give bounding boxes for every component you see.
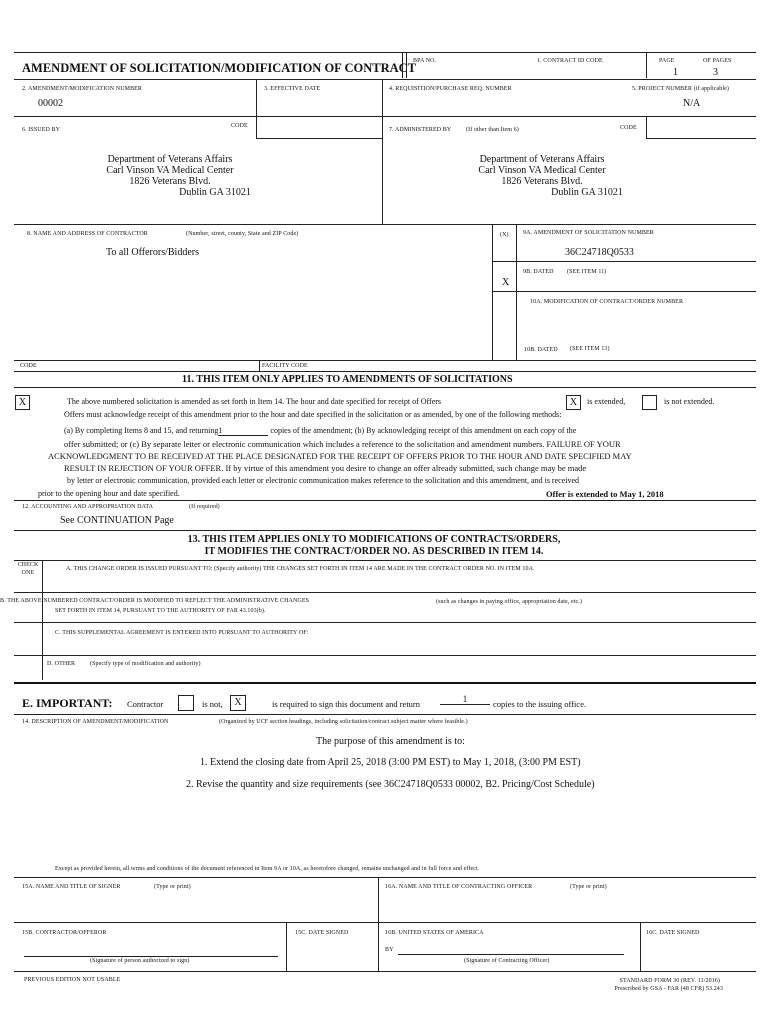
copies-count: 1 — [218, 426, 268, 436]
admin-address-line: Department of Veterans Affairs — [479, 154, 605, 165]
administered-address — [412, 154, 672, 198]
standard-form-label: STANDARD FORM 30 (REV. 11/2016) — [619, 978, 720, 984]
return-copies: 1 — [440, 694, 490, 705]
item-13-heading — [14, 534, 734, 558]
contract-id-label: 1. CONTRACT ID CODE — [537, 58, 603, 64]
item-11-line-3a-text: (a) By completing Items 8 and 15, and returning — [64, 426, 219, 435]
signer-name-note: (Type or print) — [154, 884, 191, 890]
item-11-line-8: prior to the opening hour and date specified. — [38, 489, 180, 498]
issued-code-label: CODE — [231, 123, 248, 129]
administered-by-label: 7. ADMINISTERED BY — [389, 127, 452, 133]
contractor-note: (Number, street, county, State and ZIP Code) — [186, 231, 299, 237]
project-number-value: N/A — [683, 98, 701, 109]
admin-address-line: Carl Vinson VA Medical Center — [478, 165, 606, 176]
item-11-line-3b-text: copies of the amendment; (b) By acknowledging receipt of this amendment on each copy of the — [270, 426, 577, 435]
issued-address-line: Carl Vinson VA Medical Center — [106, 165, 234, 176]
form-title: AMENDMENT OF SOLICITATION/MODIFICATION OF CONTRACT — [22, 61, 417, 75]
item-11-line-3a — [64, 426, 576, 436]
page-number: 1 — [673, 67, 678, 78]
item-13d-note: (Specify type of modification and authority) — [90, 661, 201, 667]
date-signed-16c-label: 16C. DATE SIGNED — [646, 930, 700, 936]
contracting-officer-label: 16A. NAME AND TITLE OF CONTRACTING OFFICER — [385, 884, 533, 890]
item-9-x-mark: X — [502, 277, 510, 288]
is-not-checkbox[interactable]: X — [230, 695, 246, 711]
item-9a-value: 36C24718Q0533 — [565, 247, 634, 258]
item-13-heading-2: IT MODIFIES THE CONTRACT/ORDER NO. AS DESCRIBED IN ITEM 14. — [204, 546, 544, 557]
not-extended-label: is not extended. — [664, 397, 715, 406]
amendment-number-value: 00002 — [38, 98, 63, 109]
project-number-label: 5. PROJECT NUMBER (if applicable) — [632, 86, 730, 92]
important-label: E. IMPORTANT: — [22, 696, 113, 710]
item-9b-label: 9B. DATED — [523, 269, 554, 275]
signer-name-label: 15A. NAME AND TITLE OF SIGNER — [22, 884, 121, 890]
item-12-label: 12. ACCOUNTING AND APPROPRIATION DATA — [22, 504, 154, 510]
issued-address-line: 1826 Veterans Blvd. — [129, 176, 211, 187]
item-13a-text: A. THIS CHANGE ORDER IS ISSUED PURSUANT TO: (Specify authority) THE CHANGES SET FORTH IN ITEM 14 ARE MADE IN THE CONTRACT ORDER NO. IN ITEM 10A. — [66, 566, 535, 572]
contractor-label: 8. NAME AND ADDRESS OF CONTRACTOR — [27, 231, 148, 237]
bpa-label: BPA NO. — [413, 58, 437, 64]
amendment-point-2: 2. Revise the quantity and size requirements (see 36C24718Q0533 00002, B2. Pricing/Cost Schedule) — [186, 779, 595, 790]
required-text: is required to sign this document and return — [272, 699, 421, 709]
item-11-line-4: offer submitted; or (c) By separate letter or electronic communication which includes a reference to the solicitation and amendment numbers. FAILURE OF YOUR — [64, 439, 621, 449]
copies-text: copies to the issuing office. — [493, 699, 587, 709]
of-pages-label: OF PAGES — [703, 58, 732, 64]
offer-extended-note: Offer is extended to May 1, 2018 — [546, 489, 664, 499]
extended-checkbox[interactable]: X — [566, 395, 581, 410]
contracting-officer-note: (Type or print) — [570, 884, 607, 890]
not-extended-checkbox[interactable] — [642, 395, 657, 410]
item-13-heading-1: 13. THIS ITEM APPLIES ONLY TO MODIFICATIONS OF CONTRACTS/ORDERS, — [187, 534, 561, 545]
administered-note: (If other than Item 6) — [466, 127, 519, 133]
item-11-checkbox[interactable]: X — [15, 395, 30, 410]
issued-address-line: Dublin GA 31021 — [179, 187, 251, 198]
page-label: PAGE — [659, 58, 675, 64]
contractor-value: To all Offerors/Bidders — [106, 247, 199, 258]
check-one-label: CHECK ONE — [17, 562, 39, 576]
amendment-number-label: 2. AMENDMENT/MODIFICATION NUMBER — [22, 86, 143, 92]
administered-code-label: CODE — [620, 125, 637, 131]
issued-by-label: 6. ISSUED BY — [22, 127, 61, 133]
except-text: Except as provided herein, all terms and conditions of the document referenced in Item 9A or 10A, as heretofore changed, remains unchanged and in full force and effect. — [55, 866, 480, 872]
contractor-offeror-label: 15B. CONTRACTOR/OFFEROR — [22, 930, 107, 936]
item-13d-text: D. OTHER — [47, 661, 76, 667]
admin-address-line: Dublin GA 31021 — [551, 187, 623, 198]
of-pages-number: 3 — [713, 67, 718, 78]
previous-edition-note: PREVIOUS EDITION NOT USABLE — [24, 977, 121, 983]
prescribed-by-label: Prescribed by GSA - FAR (48 CFR) 53.243 — [614, 986, 723, 992]
code-label: CODE — [20, 363, 37, 369]
item-12-note: (If required) — [189, 504, 220, 510]
item-14-note: (Organized by UCF section headings, including solicitation/contract subject matter where feasible.) — [219, 719, 468, 725]
item-12-value: See CONTINUATION Page — [60, 515, 174, 526]
admin-address-line: 1826 Veterans Blvd. — [501, 176, 583, 187]
item-13b-note: (such as changes in paying office, appropriation date, etc.) — [436, 599, 583, 605]
item-13b-text-2: SET FORTH IN ITEM 14, PURSUANT TO THE AUTHORITY OF FAR 43.103(b). — [55, 608, 266, 614]
issued-address-line: Department of Veterans Affairs — [107, 154, 233, 165]
item-9b-note: (SEE ITEM 11) — [567, 269, 607, 275]
x-column-label: (X) — [500, 232, 509, 238]
item-9a-label: 9A. AMENDMENT OF SOLICITATION NUMBER — [523, 230, 654, 236]
by-label: BY — [385, 947, 394, 953]
item-11-line-6: RESULT IN REJECTION OF YOUR OFFER. If by virtue of this amendment you desire to change an offer already submitted, such change may be made — [64, 463, 587, 473]
item-11-line-5: ACKNOWLEDGMENT TO BE RECEIVED AT THE PLACE DESIGNATED FOR THE RECEIPT OF OFFERS PRIOR TO THE HOUR AND DATE SPECIFIED MAY — [48, 451, 632, 461]
item-14-label: 14. DESCRIPTION OF AMENDMENT/MODIFICATION — [22, 719, 169, 725]
amendment-point-1: 1. Extend the closing date from April 25, 2018 (3:00 PM EST) to May 1, 2018, (3:00 PM EST) — [200, 757, 581, 768]
item-13b-text-1: B. THE ABOVE NUMBERED CONTRACT/ORDER IS MODIFIED TO REFLECT THE ADMINISTRATIVE CHANGES — [0, 598, 310, 604]
item-13c-text: C. THIS SUPPLEMENTAL AGREEMENT IS ENTERED INTO PURSUANT TO AUTHORITY OF: — [55, 630, 309, 636]
item-11-line-1: The above numbered solicitation is amended as set forth in Item 14. The hour and date specified for receipt of Offers — [67, 397, 442, 406]
date-signed-15c-label: 15C. DATE SIGNED — [295, 930, 349, 936]
contractor-label-important: Contractor — [127, 699, 164, 709]
item-11-heading: 11. THIS ITEM ONLY APPLIES TO AMENDMENTS OF SOLICITATIONS — [182, 374, 513, 385]
item-10b-note: (SEE ITEM 13) — [570, 346, 610, 352]
contractor-is-checkbox[interactable] — [178, 695, 194, 711]
item-11-line-2: Offers must acknowledge receipt of this amendment prior to the hour and date specified in the solicitation or as amended, by one of the following methods: — [64, 410, 562, 419]
item-11-line-7: by letter or electronic communication, provided each letter or electronic communication makes reference to the solicitation and this amendment, and is received — [67, 476, 580, 485]
is-extended-label: is extended, — [587, 397, 626, 406]
is-not-label: is not, — [202, 699, 223, 709]
item-10a-label: 10A. MODIFICATION OF CONTRACT/ORDER NUMBER — [530, 299, 684, 305]
facility-code-label: FACILITY CODE — [262, 363, 308, 369]
amendment-purpose: The purpose of this amendment is to: — [316, 736, 465, 747]
signature-right-caption: (Signature of Contracting Officer) — [464, 958, 550, 964]
item-10b-label: 10B. DATED — [524, 347, 558, 353]
effective-date-label: 3. EFFECTIVE DATE — [264, 86, 321, 92]
issued-address — [40, 154, 300, 198]
united-states-label: 16B. UNITED STATES OF AMERICA — [385, 930, 484, 936]
signature-left-caption: (Signature of person authorized to sign) — [90, 958, 190, 964]
requisition-label: 4. REQUISITION/PURCHASE REQ. NUMBER — [389, 86, 512, 92]
